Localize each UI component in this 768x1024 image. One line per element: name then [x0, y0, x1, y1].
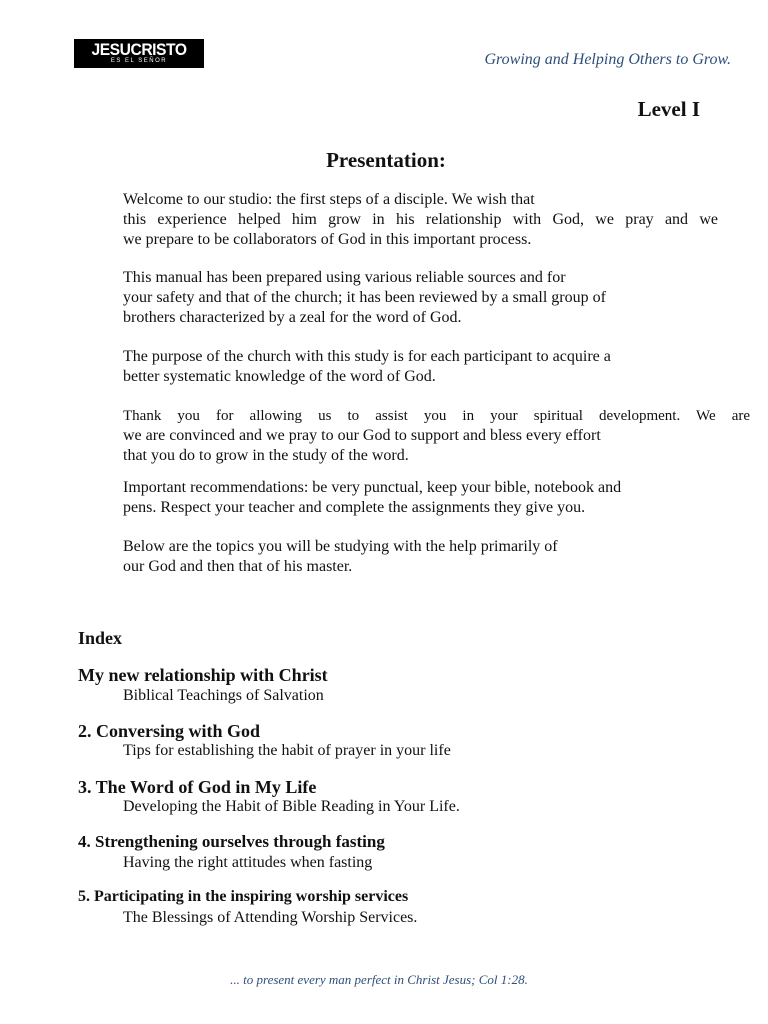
logo-main-text: JESUCRISTO — [91, 40, 187, 59]
paragraph-line: better systematic knowledge of the word of God. — [123, 368, 436, 385]
index-item-subtitle: Tips for establishing the habit of prayer in your life — [123, 742, 451, 759]
index-item-title: My new relationship with Christ — [78, 665, 328, 685]
index-item-title: 5. Participating in the inspiring worship services — [78, 888, 409, 905]
footer-verse: ... to present every man perfect in Christ Jesus; Col 1:28. — [230, 972, 528, 987]
paragraph-line: brothers characterized by a zeal for the word of God. — [123, 309, 462, 326]
paragraph-line: Thank you for allowing us to assist you in your spiritual development. We are — [123, 408, 750, 424]
paragraph-line: Welcome to our studio: the first steps of a disciple. We wish that — [123, 191, 535, 208]
paragraph-manual — [123, 268, 718, 328]
paragraph-line: that you do to grow in the study of the word. — [123, 447, 409, 464]
index-item-subtitle: The Blessings of Attending Worship Services. — [123, 909, 418, 926]
paragraph-line: we prepare to be collaborators of God in this important process. — [123, 231, 532, 248]
logo-sub-text: ES EL SEÑOR — [110, 58, 168, 64]
paragraph-line: Important recommendations: be very punctual, keep your bible, notebook and — [123, 479, 622, 496]
index-item-title: 2. Conversing with God — [78, 721, 261, 741]
index-heading: Index — [78, 628, 123, 648]
index-item-subtitle: Biblical Teachings of Salvation — [123, 687, 324, 704]
paragraph-line: This manual has been prepared using various reliable sources and for — [123, 269, 566, 286]
paragraph-line: Below are the topics you will be studying with the help primarily of — [123, 538, 558, 555]
paragraph-line: this experience helped him grow in his relationship with God, we pray and we — [123, 211, 718, 228]
level-label: Level I — [637, 97, 700, 121]
paragraph-line: our God and then that of his master. — [123, 558, 353, 575]
index-item-subtitle: Having the right attitudes when fasting — [123, 854, 373, 871]
index-item-subtitle: Developing the Habit of Bible Reading in Your Life. — [123, 798, 460, 815]
paragraph-welcome — [123, 190, 718, 250]
paragraph-line: The purpose of the church with this study is for each participant to acquire a — [123, 348, 611, 365]
paragraph-line: your safety and that of the church; it has been reviewed by a small group of — [123, 289, 606, 306]
paragraph-line: we are convinced and we pray to our God to support and bless every effort — [123, 427, 601, 444]
index-item-title: 3. The Word of God in My Life — [78, 777, 317, 797]
paragraph-topics — [123, 537, 718, 577]
paragraph-recommendations — [123, 478, 718, 518]
logo — [74, 39, 204, 68]
paragraph-line: pens. Respect your teacher and complete the assignments they give you. — [123, 499, 586, 516]
index-item-title: 4. Strengthening ourselves through fasting — [78, 832, 385, 851]
paragraph-thanks — [123, 406, 750, 466]
paragraph-purpose — [123, 347, 718, 387]
presentation-title: Presentation: — [326, 148, 446, 172]
tagline: Growing and Helping Others to Grow. — [484, 51, 731, 68]
